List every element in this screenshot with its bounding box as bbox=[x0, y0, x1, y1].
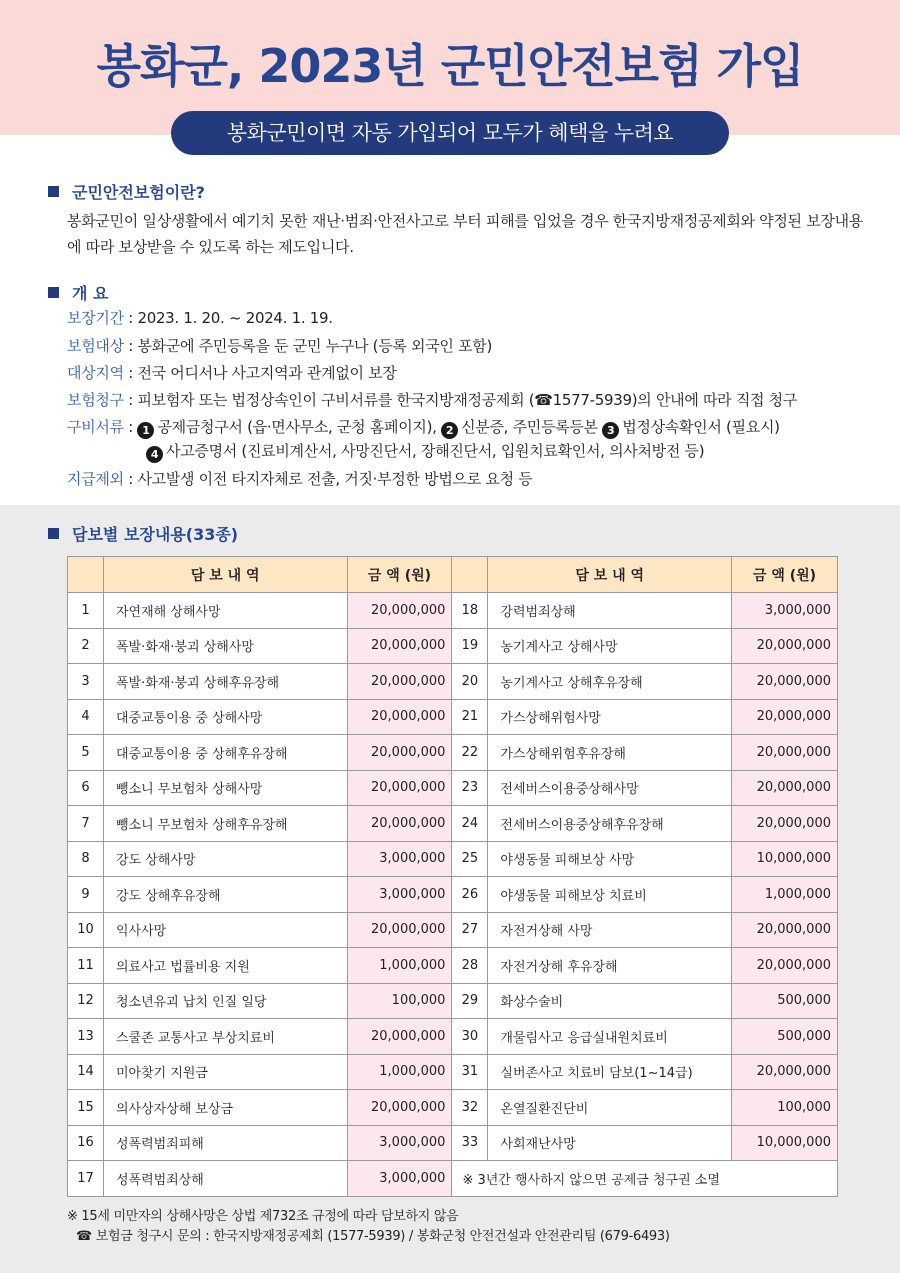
coverage-amount: 3,000,000 bbox=[347, 877, 452, 913]
coverage-name: 야생동물 피해보상 사망 bbox=[488, 841, 732, 877]
coverage-no: 19 bbox=[452, 628, 488, 664]
overview-heading bbox=[48, 281, 108, 304]
coverage-amount: 20,000,000 bbox=[732, 735, 838, 771]
coverage-name: 가스상해위험사망 bbox=[488, 699, 732, 735]
coverage-name: 화상수술비 bbox=[488, 983, 732, 1019]
target-value: : 봉화군에 주민등록을 둔 군민 누구나 (등록 외국인 포함) bbox=[123, 337, 493, 355]
coverage-no: 30 bbox=[452, 1019, 488, 1055]
coverage-name: 뺑소니 무보험차 상해사망 bbox=[103, 770, 347, 806]
exclude-label: 지급제외 bbox=[67, 470, 124, 488]
table-row bbox=[68, 1019, 838, 1055]
coverage-amount: 1,000,000 bbox=[732, 877, 838, 913]
coverage-name: 대중교통이용 중 상해사망 bbox=[103, 699, 347, 735]
coverage-amount: 100,000 bbox=[732, 1090, 838, 1126]
coverage-amount: 20,000,000 bbox=[347, 1090, 452, 1126]
table-row bbox=[68, 664, 838, 700]
coverage-no: 32 bbox=[452, 1090, 488, 1126]
period-value: : 2023. 1. 20. ~ 2024. 1. 19. bbox=[123, 309, 333, 327]
table-row bbox=[68, 948, 838, 984]
coverage-amount: 20,000,000 bbox=[732, 770, 838, 806]
coverage-amount: 20,000,000 bbox=[732, 628, 838, 664]
coverage-amount: 20,000,000 bbox=[347, 912, 452, 948]
coverage-no: 25 bbox=[452, 841, 488, 877]
table-row bbox=[68, 912, 838, 948]
area-value: : 전국 어디서나 사고지역과 관계없이 보장 bbox=[123, 364, 397, 382]
coverage-no: 9 bbox=[68, 877, 104, 913]
coverage-no: 23 bbox=[452, 770, 488, 806]
coverage-amount: 20,000,000 bbox=[347, 664, 452, 700]
coverage-amount: 20,000,000 bbox=[732, 948, 838, 984]
coverage-amount: 20,000,000 bbox=[732, 664, 838, 700]
table-row bbox=[68, 877, 838, 913]
coverage-no: 3 bbox=[68, 664, 104, 700]
coverage-name: 가스상해위험후유장해 bbox=[488, 735, 732, 771]
coverage-no: 4 bbox=[68, 699, 104, 735]
coverage-name: 폭발·화재·붕괴 상해사망 bbox=[103, 628, 347, 664]
coverage-name: 뺑소니 무보험차 상해후유장해 bbox=[103, 806, 347, 842]
coverage-amount: 20,000,000 bbox=[347, 1019, 452, 1055]
coverage-amount: 3,000,000 bbox=[347, 841, 452, 877]
coverage-no: 26 bbox=[452, 877, 488, 913]
coverage-heading-text: 담보별 보장내용(33종) bbox=[72, 525, 239, 544]
exclude-value: : 사고발생 이전 타지자체로 전출, 거짓·부정한 방법으로 요청 등 bbox=[123, 470, 533, 488]
table-row bbox=[68, 1125, 838, 1161]
coverage-name: 의사상자상해 보상금 bbox=[103, 1090, 347, 1126]
coverage-no: 14 bbox=[68, 1054, 104, 1090]
coverage-no: 11 bbox=[68, 948, 104, 984]
coverage-amount: 3,000,000 bbox=[347, 1125, 452, 1161]
coverage-name: 전세버스이용중상해사망 bbox=[488, 770, 732, 806]
coverage-amount: 20,000,000 bbox=[732, 699, 838, 735]
coverage-name: 미아찾기 지원금 bbox=[103, 1054, 347, 1090]
coverage-no: 33 bbox=[452, 1125, 488, 1161]
subtitle-pill: 봉화군민이면 자동 가입되어 모두가 혜택을 누려요 bbox=[171, 111, 729, 155]
coverage-no: 12 bbox=[68, 983, 104, 1019]
table-row bbox=[68, 1054, 838, 1090]
table-row bbox=[68, 628, 838, 664]
coverage-no: 22 bbox=[452, 735, 488, 771]
overview-heading-text: 개 요 bbox=[72, 284, 109, 303]
coverage-heading bbox=[48, 522, 238, 545]
number-3-icon: 3 bbox=[602, 422, 619, 439]
coverage-no: 8 bbox=[68, 841, 104, 877]
square-bullet-icon bbox=[48, 186, 59, 197]
coverage-name: 전세버스이용중상해후유장해 bbox=[488, 806, 732, 842]
docs-label: 구비서류 bbox=[67, 418, 124, 436]
coverage-no: 16 bbox=[68, 1125, 104, 1161]
docs-colon: : bbox=[123, 418, 138, 436]
overview-docs-line2 bbox=[146, 440, 704, 463]
coverage-name: 자전거상해 후유장해 bbox=[488, 948, 732, 984]
header-name-left: 담 보 내 역 bbox=[103, 557, 347, 593]
overview-exclude bbox=[67, 468, 532, 489]
overview-area bbox=[67, 362, 397, 383]
coverage-name: 성폭력범죄상해 bbox=[103, 1161, 347, 1197]
coverage-amount: 1,000,000 bbox=[347, 948, 452, 984]
coverage-name: 개물림사고 응급실내원치료비 bbox=[488, 1019, 732, 1055]
coverage-name: 농기계사고 상해후유장해 bbox=[488, 664, 732, 700]
intro-text: 봉화군민이 일상생활에서 예기치 못한 재난·범죄·안전사고로 부터 피해를 입었을 경우 한국지방재정공제회와 약정된 보장내용에 따라 보상받을 수 있도록 하는 제도입니다. bbox=[67, 212, 863, 256]
coverage-amount: 20,000,000 bbox=[347, 593, 452, 629]
overview-target bbox=[67, 335, 492, 356]
coverage-amount: 1,000,000 bbox=[347, 1054, 452, 1090]
coverage-no: 7 bbox=[68, 806, 104, 842]
coverage-name: 농기계사고 상해사망 bbox=[488, 628, 732, 664]
table-row bbox=[68, 841, 838, 877]
header-name-right: 담 보 내 역 bbox=[488, 557, 732, 593]
table-row bbox=[68, 1090, 838, 1126]
coverage-amount: 20,000,000 bbox=[347, 770, 452, 806]
coverage-name: 청소년유괴 납치 인질 일당 bbox=[103, 983, 347, 1019]
table-header-row bbox=[68, 557, 838, 593]
table-row bbox=[68, 699, 838, 735]
number-4-icon: 4 bbox=[146, 446, 163, 463]
coverage-no: 29 bbox=[452, 983, 488, 1019]
coverage-amount: 20,000,000 bbox=[347, 735, 452, 771]
coverage-amount: 20,000,000 bbox=[732, 806, 838, 842]
coverage-no: 20 bbox=[452, 664, 488, 700]
coverage-amount: 20,000,000 bbox=[347, 806, 452, 842]
coverage-amount: 100,000 bbox=[347, 983, 452, 1019]
coverage-name: 대중교통이용 중 상해후유장해 bbox=[103, 735, 347, 771]
doc-3: 법정상속확인서 (필요시) bbox=[622, 418, 780, 436]
table-row bbox=[68, 735, 838, 771]
coverage-name: 실버존사고 치료비 담보(1~14급) bbox=[488, 1054, 732, 1090]
coverage-no: 31 bbox=[452, 1054, 488, 1090]
number-1-icon: 1 bbox=[137, 422, 154, 439]
coverage-name: 자연재해 상해사망 bbox=[103, 593, 347, 629]
coverage-name: 강도 상해후유장해 bbox=[103, 877, 347, 913]
coverage-name: 온열질환진단비 bbox=[488, 1090, 732, 1126]
table-row bbox=[68, 1161, 838, 1197]
coverage-name: 자전거상해 사망 bbox=[488, 912, 732, 948]
coverage-amount: 3,000,000 bbox=[732, 593, 838, 629]
coverage-no: 18 bbox=[452, 593, 488, 629]
coverage-amount: 10,000,000 bbox=[732, 1125, 838, 1161]
overview-claim bbox=[67, 389, 797, 410]
coverage-name: 스쿨존 교통사고 부상치료비 bbox=[103, 1019, 347, 1055]
period-label: 보장기간 bbox=[67, 309, 124, 327]
footnote-contact: ☎ 보험금 청구시 문의 : 한국지방재정공제회 (1577-5939) / 봉화군청 안전건설과 안전관리팀 (679-6493) bbox=[76, 1229, 670, 1244]
table-row bbox=[68, 770, 838, 806]
number-2-icon: 2 bbox=[441, 422, 458, 439]
coverage-note: ※ 3년간 행사하지 않으면 공제금 청구권 소멸 bbox=[452, 1161, 838, 1197]
coverage-amount: 20,000,000 bbox=[732, 1054, 838, 1090]
target-label: 보험대상 bbox=[67, 337, 124, 355]
table-row bbox=[68, 593, 838, 629]
coverage-amount: 500,000 bbox=[732, 983, 838, 1019]
coverage-amount: 20,000,000 bbox=[732, 912, 838, 948]
coverage-name: 야생동물 피해보상 치료비 bbox=[488, 877, 732, 913]
coverage-no: 24 bbox=[452, 806, 488, 842]
coverage-name: 성폭력범죄피해 bbox=[103, 1125, 347, 1161]
coverage-name: 폭발·화재·붕괴 상해후유장해 bbox=[103, 664, 347, 700]
coverage-name: 강력범죄상해 bbox=[488, 593, 732, 629]
coverage-no: 27 bbox=[452, 912, 488, 948]
claim-value: : 피보험자 또는 법정상속인이 구비서류를 한국지방재정공제회 (☎1577-5939)의 안내에 따라 직접 청구 bbox=[123, 391, 798, 409]
doc-1: 공제금청구서 (읍·면사무소, 군청 홈페이지), bbox=[157, 418, 437, 436]
page-title: 봉화군, 2023년 군민안전보험 가입 bbox=[96, 39, 804, 93]
coverage-amount: 20,000,000 bbox=[347, 628, 452, 664]
footnote-age: ※ 15세 미만자의 상해사망은 상법 제732조 규정에 따라 담보하지 않음 bbox=[67, 1209, 459, 1224]
coverage-name: 익사사망 bbox=[103, 912, 347, 948]
coverage-no: 21 bbox=[452, 699, 488, 735]
coverage-name: 의료사고 법률비용 지원 bbox=[103, 948, 347, 984]
coverage-name: 강도 상해사망 bbox=[103, 841, 347, 877]
square-bullet-icon bbox=[48, 528, 59, 539]
coverage-no: 2 bbox=[68, 628, 104, 664]
coverage-name: 사회재난사망 bbox=[488, 1125, 732, 1161]
coverage-no: 28 bbox=[452, 948, 488, 984]
coverage-no: 1 bbox=[68, 593, 104, 629]
header-amount-right: 금 액 (원) bbox=[732, 557, 838, 593]
intro-heading bbox=[48, 180, 205, 203]
overview-docs bbox=[67, 416, 780, 439]
table-row bbox=[68, 983, 838, 1019]
coverage-amount: 20,000,000 bbox=[347, 699, 452, 735]
header-no-right bbox=[452, 557, 488, 593]
coverage-no: 17 bbox=[68, 1161, 104, 1197]
intro-heading-text: 군민안전보험이란? bbox=[72, 183, 205, 202]
table-row bbox=[68, 806, 838, 842]
coverage-no: 15 bbox=[68, 1090, 104, 1126]
coverage-amount: 10,000,000 bbox=[732, 841, 838, 877]
area-label: 대상지역 bbox=[67, 364, 124, 382]
doc-4: 사고증명서 (진료비계산서, 사망진단서, 장해진단서, 입원치료확인서, 의사처방전 등) bbox=[166, 442, 705, 460]
coverage-no: 5 bbox=[68, 735, 104, 771]
header-amount-left: 금 액 (원) bbox=[347, 557, 452, 593]
coverage-no: 6 bbox=[68, 770, 104, 806]
coverage-amount: 500,000 bbox=[732, 1019, 838, 1055]
square-bullet-icon bbox=[48, 287, 59, 298]
coverage-table bbox=[67, 556, 838, 1197]
coverage-no: 10 bbox=[68, 912, 104, 948]
overview-period bbox=[67, 307, 333, 328]
coverage-amount: 3,000,000 bbox=[347, 1161, 452, 1197]
claim-label: 보험청구 bbox=[67, 391, 124, 409]
doc-2: 신분증, 주민등록등본 bbox=[461, 418, 598, 436]
coverage-no: 13 bbox=[68, 1019, 104, 1055]
header-no-left bbox=[68, 557, 104, 593]
